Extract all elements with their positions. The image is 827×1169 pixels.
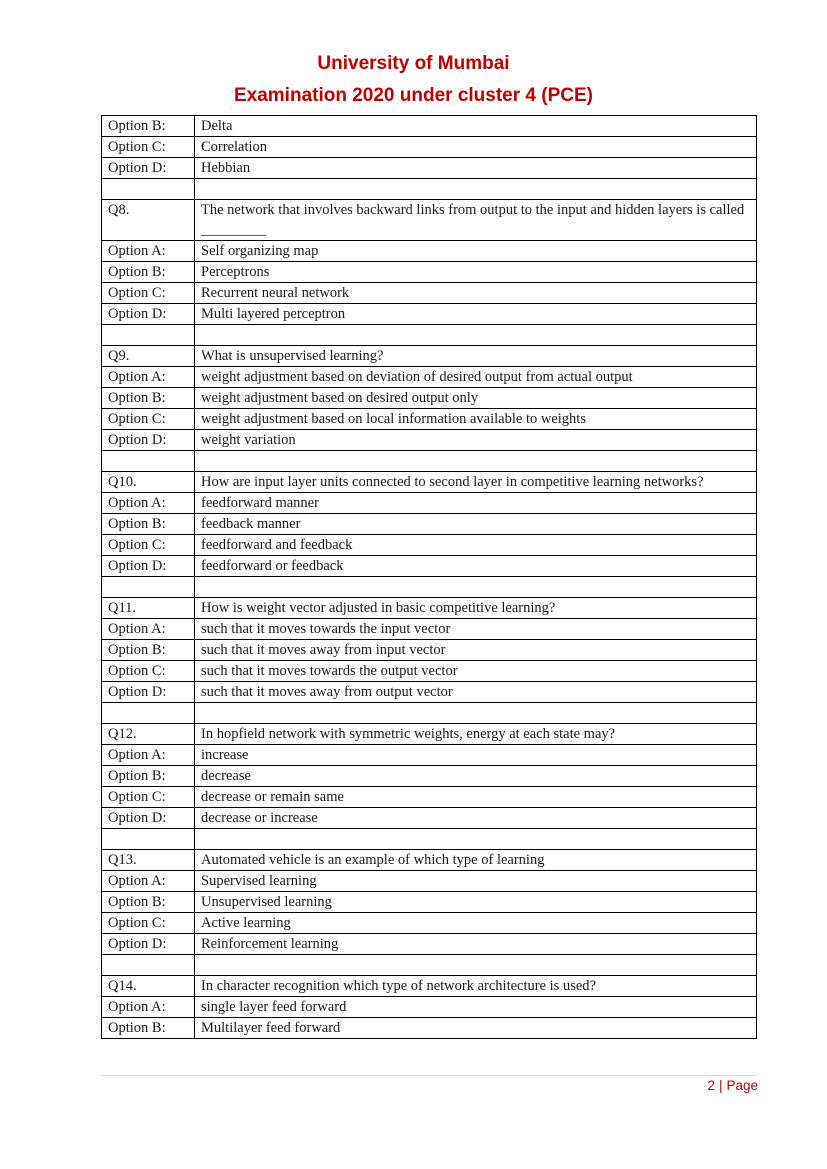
row-text: In character recognition which type of network architecture is used? — [195, 976, 757, 997]
row-label: Option B: — [102, 1018, 195, 1039]
row-label: Option B: — [102, 640, 195, 661]
row-text: decrease or remain same — [195, 787, 757, 808]
blank-row — [102, 955, 757, 976]
university-title: University of Mumbai — [317, 53, 510, 74]
option-row — [102, 430, 757, 451]
option-row — [102, 241, 757, 262]
row-text: decrease — [195, 766, 757, 787]
option-row — [102, 682, 757, 703]
question-row — [102, 598, 757, 619]
row-label: Q12. — [102, 724, 195, 745]
option-row — [102, 367, 757, 388]
row-label — [102, 325, 195, 346]
row-label: Option A: — [102, 745, 195, 766]
row-text — [195, 451, 757, 472]
row-label: Option C: — [102, 661, 195, 682]
blank-row — [102, 325, 757, 346]
row-text: Self organizing map — [195, 241, 757, 262]
row-label: Q13. — [102, 850, 195, 871]
footer-divider — [101, 1075, 757, 1076]
row-text: Recurrent neural network — [195, 283, 757, 304]
row-text: weight adjustment based on local information available to weights — [195, 409, 757, 430]
row-text: How are input layer units connected to second layer in competitive learning networks? — [195, 472, 757, 493]
question-row — [102, 724, 757, 745]
row-label: Option A: — [102, 367, 195, 388]
row-text: single layer feed forward — [195, 997, 757, 1018]
exam-title: Examination 2020 under cluster 4 (PCE) — [233, 85, 593, 106]
footer-separator: | — [718, 1078, 723, 1093]
option-row — [102, 871, 757, 892]
row-text — [195, 829, 757, 850]
row-label — [102, 577, 195, 598]
row-text — [195, 325, 757, 346]
option-row — [102, 661, 757, 682]
option-row — [102, 137, 757, 158]
row-label: Option C: — [102, 913, 195, 934]
option-row — [102, 493, 757, 514]
row-label: Option A: — [102, 493, 195, 514]
option-row — [102, 913, 757, 934]
row-text: feedback manner — [195, 514, 757, 535]
row-text: Supervised learning — [195, 871, 757, 892]
row-label: Option B: — [102, 116, 195, 137]
question-table — [101, 115, 757, 1039]
question-row — [102, 472, 757, 493]
row-label: Q11. — [102, 598, 195, 619]
row-label — [102, 955, 195, 976]
row-text: Automated vehicle is an example of which type of learning — [195, 850, 757, 871]
row-text: such that it moves away from input vector — [195, 640, 757, 661]
row-label: Option D: — [102, 934, 195, 955]
row-label: Option B: — [102, 892, 195, 913]
question-row — [102, 200, 757, 241]
row-label: Q9. — [102, 346, 195, 367]
blank-row — [102, 451, 757, 472]
option-row — [102, 388, 757, 409]
option-row — [102, 514, 757, 535]
row-text: Perceptrons — [195, 262, 757, 283]
row-label: Option B: — [102, 388, 195, 409]
row-text: increase — [195, 745, 757, 766]
option-row — [102, 535, 757, 556]
option-row — [102, 808, 757, 829]
row-label — [102, 179, 195, 200]
option-row — [102, 934, 757, 955]
question-table-body — [102, 116, 757, 1039]
option-row — [102, 409, 757, 430]
row-label: Option B: — [102, 262, 195, 283]
option-row — [102, 1018, 757, 1039]
row-text: Hebbian — [195, 158, 757, 179]
row-label: Option A: — [102, 619, 195, 640]
row-text: such that it moves away from output vector — [195, 682, 757, 703]
row-text: The network that involves backward links from output to the input and hidden layers is called _________ — [195, 200, 757, 241]
option-row — [102, 619, 757, 640]
question-row — [102, 976, 757, 997]
row-text: Active learning — [195, 913, 757, 934]
row-text: Unsupervised learning — [195, 892, 757, 913]
row-label: Option C: — [102, 787, 195, 808]
question-row — [102, 346, 757, 367]
row-label — [102, 829, 195, 850]
row-label: Option C: — [102, 535, 195, 556]
row-text: Delta — [195, 116, 757, 137]
option-row — [102, 640, 757, 661]
option-row — [102, 283, 757, 304]
option-row — [102, 892, 757, 913]
option-row — [102, 745, 757, 766]
row-label: Option D: — [102, 556, 195, 577]
page-label: Page — [726, 1078, 758, 1093]
row-text: feedforward or feedback — [195, 556, 757, 577]
row-label: Q14. — [102, 976, 195, 997]
row-label: Option D: — [102, 304, 195, 325]
row-label: Option D: — [102, 808, 195, 829]
row-text: In hopfield network with symmetric weights, energy at each state may? — [195, 724, 757, 745]
row-label: Option C: — [102, 137, 195, 158]
row-text — [195, 577, 757, 598]
row-text: feedforward and feedback — [195, 535, 757, 556]
row-label: Option A: — [102, 871, 195, 892]
option-row — [102, 116, 757, 137]
row-text: weight adjustment based on desired output only — [195, 388, 757, 409]
blank-row — [102, 703, 757, 724]
row-text: Multilayer feed forward — [195, 1018, 757, 1039]
option-row — [102, 158, 757, 179]
row-label: Option C: — [102, 409, 195, 430]
row-label: Q8. — [102, 200, 195, 241]
row-text — [195, 703, 757, 724]
row-text: How is weight vector adjusted in basic competitive learning? — [195, 598, 757, 619]
row-label: Option C: — [102, 283, 195, 304]
blank-row — [102, 829, 757, 850]
option-row — [102, 787, 757, 808]
option-row — [102, 304, 757, 325]
row-text: feedforward manner — [195, 493, 757, 514]
page-footer — [707, 1078, 758, 1093]
option-row — [102, 262, 757, 283]
option-row — [102, 766, 757, 787]
row-label: Option A: — [102, 997, 195, 1018]
option-row — [102, 556, 757, 577]
row-text — [195, 955, 757, 976]
row-text: such that it moves towards the input vector — [195, 619, 757, 640]
row-label: Option D: — [102, 430, 195, 451]
row-label: Option B: — [102, 514, 195, 535]
row-text: weight adjustment based on deviation of desired output from actual output — [195, 367, 757, 388]
blank-row — [102, 577, 757, 598]
row-label: Option D: — [102, 682, 195, 703]
question-row — [102, 850, 757, 871]
row-text: Reinforcement learning — [195, 934, 757, 955]
row-text: such that it moves towards the output vector — [195, 661, 757, 682]
row-label: Option D: — [102, 158, 195, 179]
row-text: decrease or increase — [195, 808, 757, 829]
row-text: weight variation — [195, 430, 757, 451]
row-label: Q10. — [102, 472, 195, 493]
row-label: Option B: — [102, 766, 195, 787]
row-text: Multi layered perceptron — [195, 304, 757, 325]
blank-row — [102, 179, 757, 200]
row-label — [102, 451, 195, 472]
row-text: What is unsupervised learning? — [195, 346, 757, 367]
row-text: Correlation — [195, 137, 757, 158]
row-label: Option A: — [102, 241, 195, 262]
option-row — [102, 997, 757, 1018]
row-label — [102, 703, 195, 724]
page-number: 2 — [707, 1078, 715, 1093]
row-text — [195, 179, 757, 200]
